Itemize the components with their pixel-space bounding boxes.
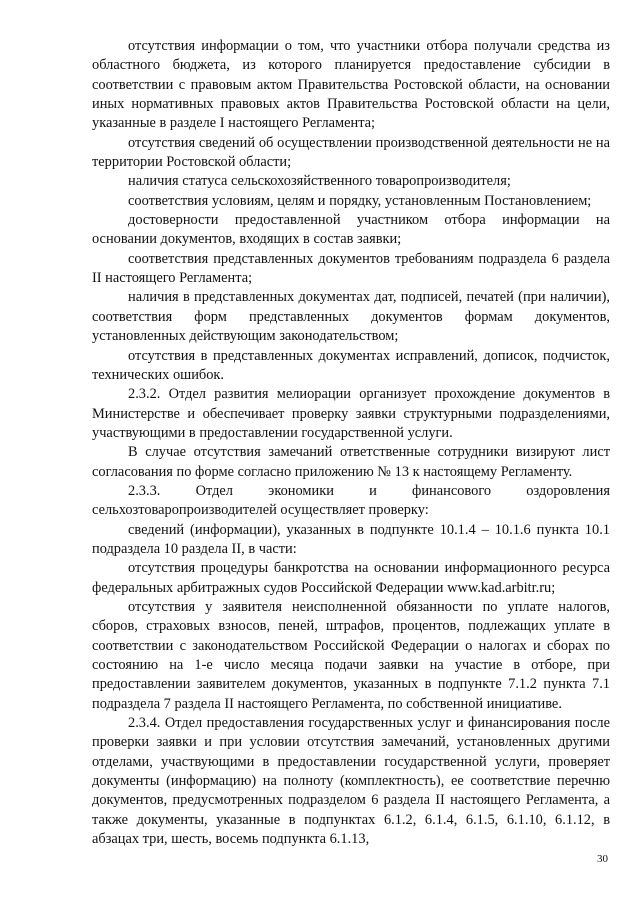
- paragraph-territory: отсутствия сведений об осуществлении производственной деятельности не на территории Ростовской области;: [92, 134, 610, 171]
- paragraph-2-3-4: 2.3.4. Отдел предоставления государственных услуг и финансирования после проверки заявки и при условии отсутствия замечаний, установленных другими отделами, участвующими в предоставлении государственной услуги, проверяет документы (информацию) на полноту (комплектность), ее соответствие перечню документов, предусмотренных подразделом 6 раздела II настоящего Регламента, а также документы, указанные в подпунктах 6.1.2, 6.1.4, 6.1.5, 6.1.10, 6.1.12, в абзацах три, шесть, восемь подпункта 6.1.13,: [92, 715, 610, 848]
- paragraph-2-3-2: 2.3.2. Отдел развития мелиорации организует прохождение документов в Министерстве и обеспечивает проверку заявки структурными подразделениями, участвующими в предоставлении государственной услуги.: [92, 386, 610, 441]
- body-text: [92, 37, 610, 849]
- paragraph-corrections: отсутствия в представленных документах исправлений, дописок, подчисток, технических ошибок.: [92, 347, 610, 383]
- paragraph-producer-status: наличия статуса сельскохозяйственного товаропроизводителя;: [128, 173, 511, 190]
- page-number: 30: [597, 853, 608, 865]
- paragraph-tax-obligations: отсутствия у заявителя неисполненной обязанности по уплате налогов, сборов, страховых взносов, пеней, штрафов, процентов, подлежащих уплате в соответствии с законодательством Российской Федерации о налогах и сборах по состоянию на 1-е число месяца подачи заявки на участие в отборе, при предоставлении заявителем документов, указанных в подпункте 7.1.2 пункта 7.1 подраздела 7 раздела II настоящего Регламента, по собственной инициативе.: [92, 598, 610, 712]
- paragraph-reliability: достоверности предоставленной участником отбора информации на основании документов, входящих в состав заявки;: [92, 212, 610, 248]
- paragraph-approval-sheet: В случае отсутствия замечаний ответственные сотрудники визируют лист согласования по форме согласно приложению № 13 к настоящему Регламенту.: [92, 444, 610, 480]
- paragraph-bankruptcy: отсутствия процедуры банкротства на основании информационного ресурса федеральных арбитражных судов Российской Федерации www.kad.arbitr.ru;: [92, 560, 610, 596]
- paragraph-conditions: соответствия условиям, целям и порядку, установленным Постановлением;: [128, 192, 592, 209]
- paragraph-requirements: соответствия представленных документов требованиям подраздела 6 раздела II настоящего Регламента;: [92, 250, 610, 287]
- paragraph-funding-info: отсутствия информации о том, что участники отбора получали средства из областного бюджета, из которого планируется предоставление субсидии в соответствии с правовым актом Правительства Ростовской области, на основании иных нормативных правовых актов Правительства Ростовской области на цели, указанные в разделе I настоящего Регламента;: [92, 38, 610, 132]
- paragraph-info-check: сведений (информации), указанных в подпункте 10.1.4 – 10.1.6 пункта 10.1 подраздела 10 раздела II, в части:: [92, 521, 610, 557]
- paragraph-2-3-3: 2.3.3. Отдел экономики и финансового оздоровления сельхозтоваропроизводителей осуществляет проверку:: [92, 482, 610, 519]
- paragraph-signatures: наличия в представленных документах дат, подписей, печатей (при наличии), соответствия форм представленных документов формам документов, установленных действующим законодательством;: [92, 289, 610, 345]
